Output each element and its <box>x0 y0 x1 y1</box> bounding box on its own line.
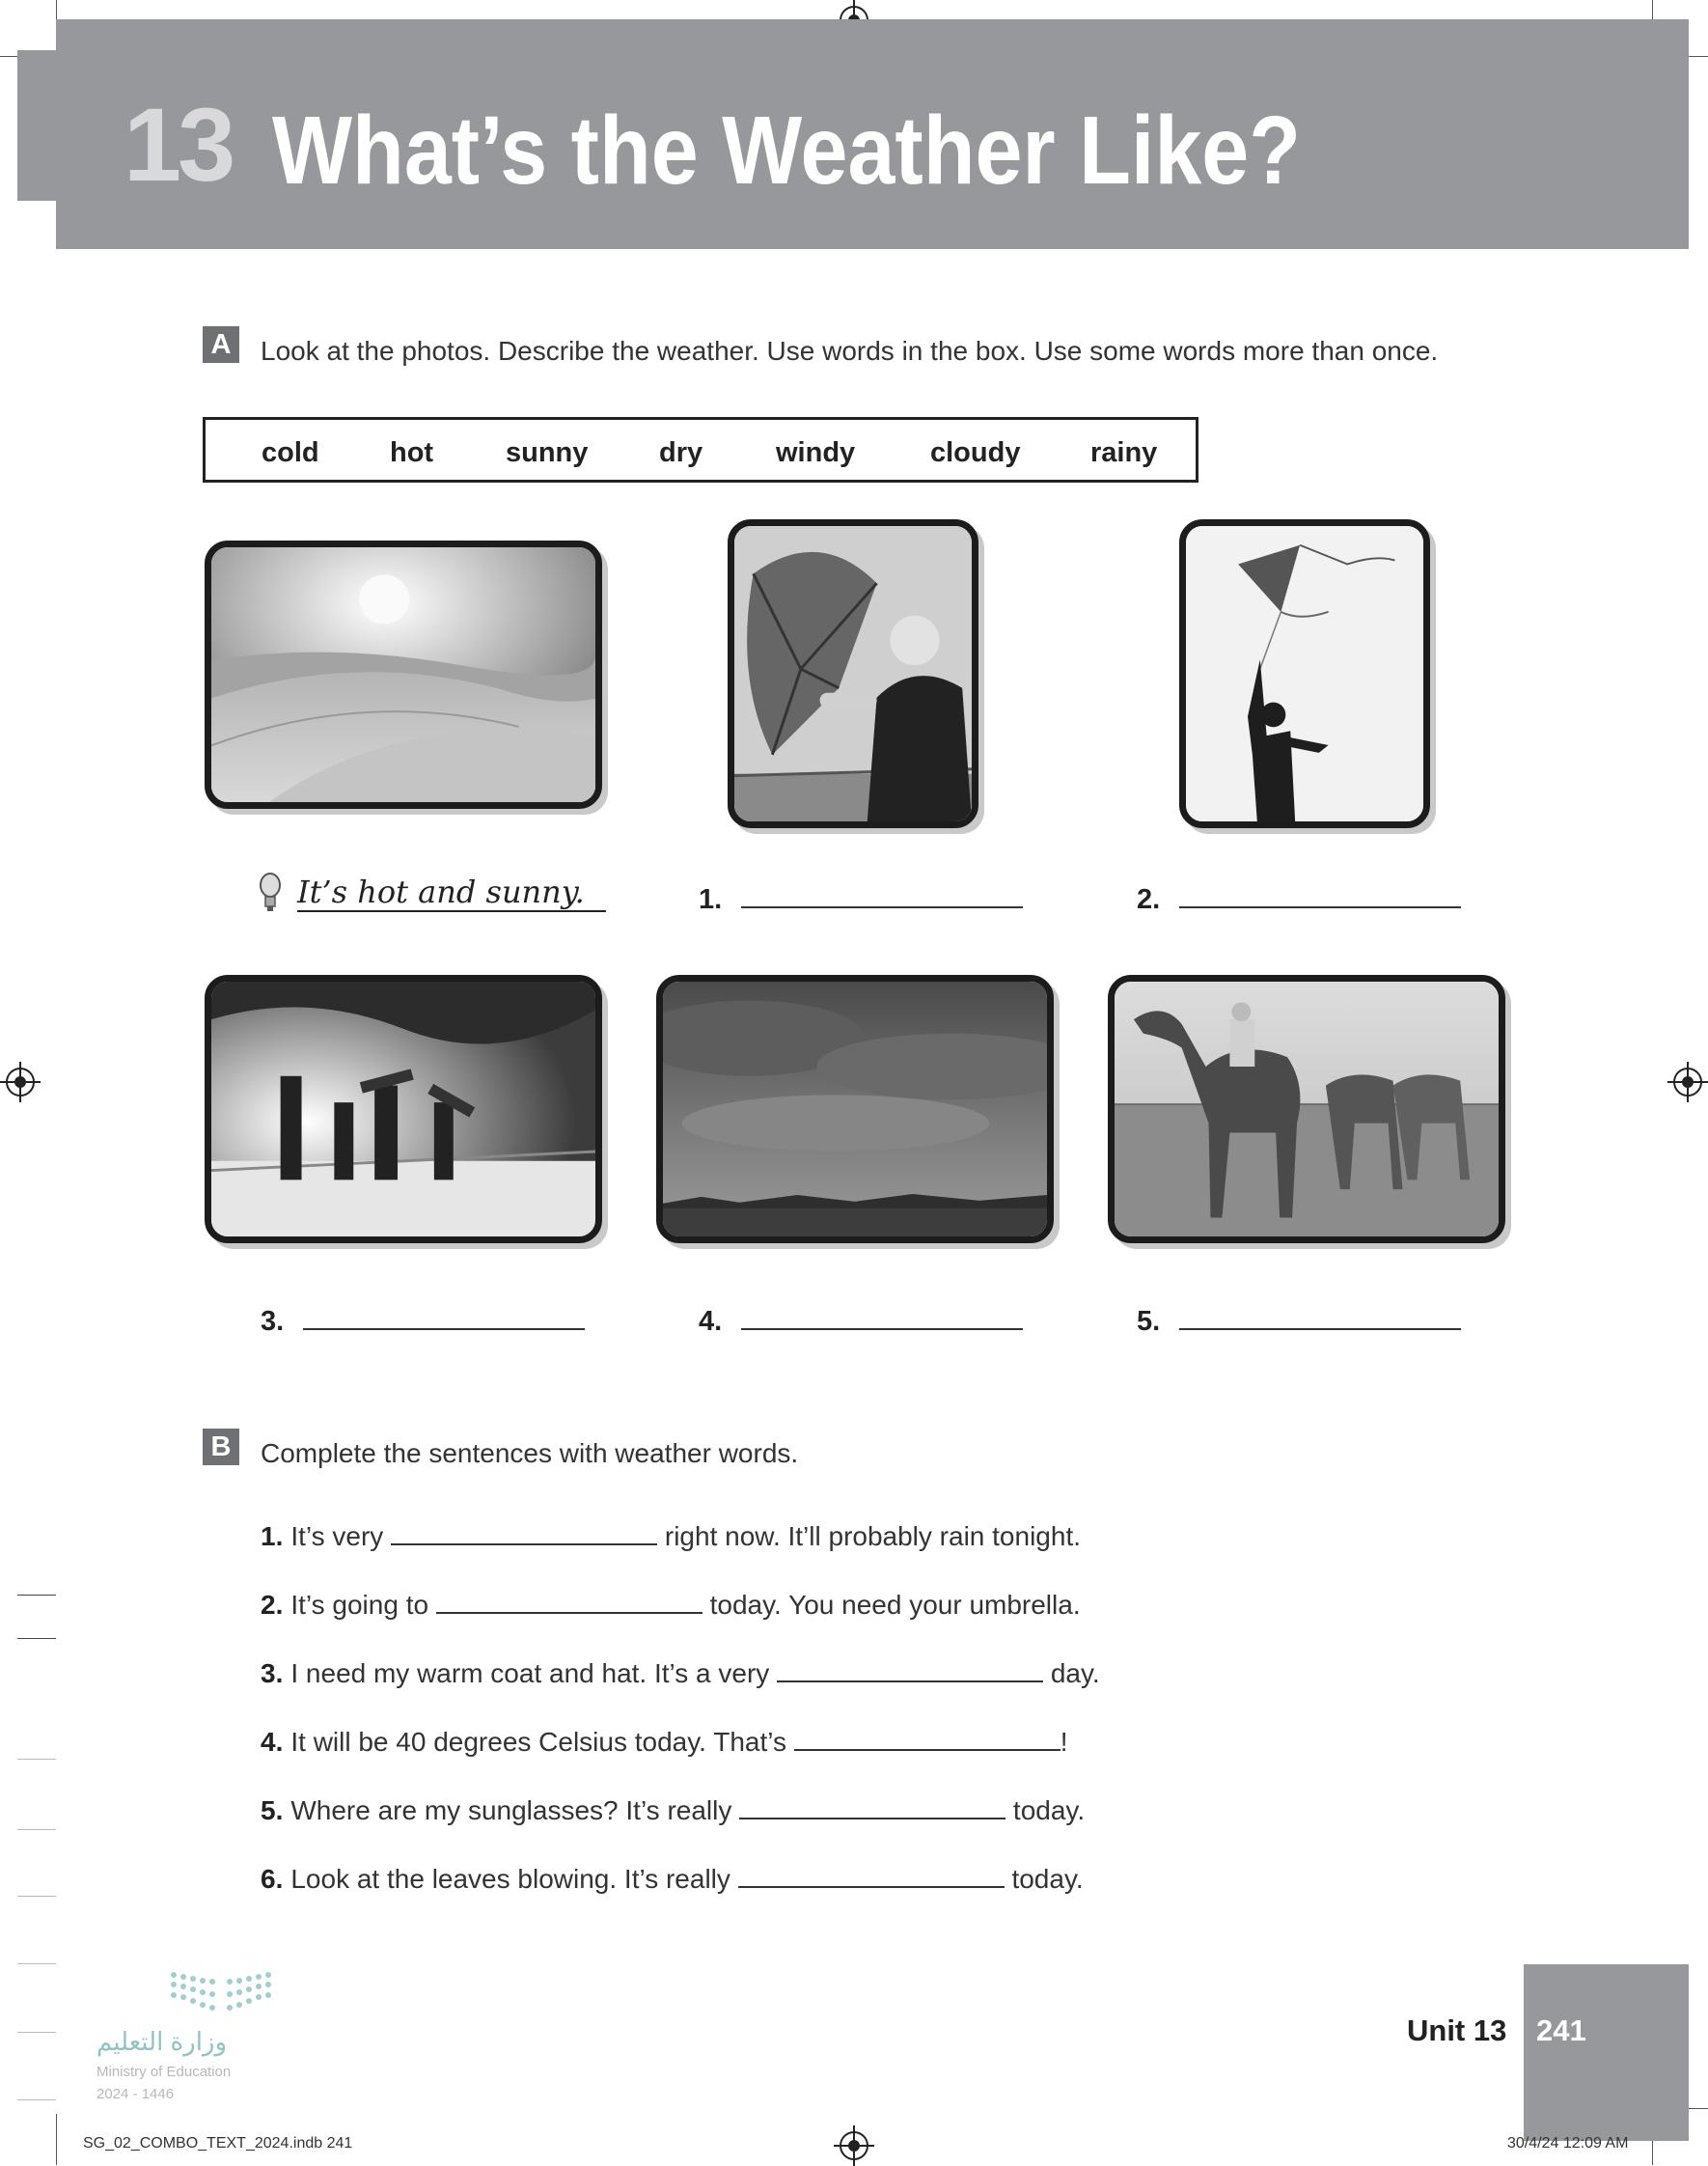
lightbulb-icon <box>259 873 282 920</box>
sentence-text: Where are my sunglasses? It’s really <box>290 1795 740 1825</box>
sentence-blank[interactable] <box>794 1749 1061 1751</box>
sentence-text: today. You need your umbrella. <box>702 1590 1081 1620</box>
sentence-text: It will be 40 degrees Celsius today. That’s <box>290 1727 794 1757</box>
date-info: 30/4/24 12:09 AM <box>1507 2135 1629 2152</box>
sentence-number: 2. <box>261 1590 284 1620</box>
sentence-text: It’s very <box>290 1521 392 1551</box>
margin-tick <box>17 1638 56 1639</box>
sentence-text: today. <box>1004 1864 1084 1894</box>
word-box-item: cold <box>262 437 319 468</box>
answer-blank[interactable] <box>1179 906 1461 908</box>
sentence-item <box>261 1727 1068 1758</box>
registration-mark-icon <box>6 1068 35 1097</box>
section-a-badge: A <box>203 326 239 363</box>
answer-line <box>699 1306 1023 1338</box>
sentence-item <box>261 1658 1100 1689</box>
answer-number: 3. <box>261 1306 285 1337</box>
section-b-badge: B <box>203 1429 239 1465</box>
cloudy-sky-photo <box>656 975 1054 1243</box>
word-box-item: rainy <box>1090 437 1158 468</box>
sentence-text: ! <box>1060 1727 1068 1757</box>
sentence-number: 3. <box>261 1658 284 1688</box>
margin-tick <box>17 1595 56 1596</box>
sentence-number: 4. <box>261 1727 284 1757</box>
sentence-text: Look at the leaves blowing. It’s really <box>290 1864 738 1894</box>
word-box-item: sunny <box>506 437 589 468</box>
answer-blank[interactable] <box>741 906 1023 908</box>
page-title: What’s the Weather Like? <box>272 97 1301 205</box>
answer-blank[interactable] <box>741 1328 1023 1330</box>
sentence-blank[interactable] <box>739 1818 1006 1819</box>
camels-desert-photo <box>1108 975 1505 1243</box>
sentence-item <box>261 1864 1084 1895</box>
margin-tick <box>17 1896 56 1897</box>
answer-line <box>1137 1306 1461 1338</box>
page-number-box <box>1524 1964 1689 2141</box>
margin-tick <box>17 2099 56 2100</box>
umbrella-wind-photo <box>728 519 978 828</box>
answer-number: 4. <box>699 1306 723 1337</box>
registration-mark-icon <box>840 2131 868 2160</box>
margin-tick <box>17 1963 56 1964</box>
answer-line <box>699 884 1023 916</box>
desert-photo <box>205 541 602 809</box>
sentence-blank[interactable] <box>738 1886 1005 1888</box>
answer-number: 2. <box>1137 884 1161 915</box>
answer-blank[interactable] <box>303 1328 585 1330</box>
sentence-number: 1. <box>261 1521 284 1551</box>
word-box-item: hot <box>390 437 434 468</box>
header-banner-tab <box>17 50 58 201</box>
page-number: 241 <box>1536 2013 1586 2047</box>
ministry-name-arabic: وزارة التعليم <box>96 2027 228 2056</box>
sentence-item <box>261 1795 1085 1826</box>
margin-tick <box>17 1829 56 1830</box>
sentence-blank[interactable] <box>391 1543 657 1545</box>
unit-number: 13 <box>124 86 233 203</box>
section-a-instruction: Look at the photos. Describe the weather. Use words in the box. Use some words more than once. <box>261 336 1439 366</box>
example-answer-text: It’s hot and sunny. <box>297 874 606 912</box>
example-answer <box>297 874 606 910</box>
section-b-instruction: Complete the sentences with weather words. <box>261 1438 799 1468</box>
sentence-blank[interactable] <box>777 1680 1043 1682</box>
margin-tick <box>17 1759 56 1760</box>
answer-number: 1. <box>699 884 723 915</box>
ministry-year: 2024 - 1446 <box>96 2086 175 2102</box>
ministry-name-english: Ministry of Education <box>96 2064 232 2080</box>
sentence-number: 6. <box>261 1864 284 1894</box>
unit-label: Unit 13 <box>1407 2013 1507 2047</box>
sentence-text: right now. It’ll probably rain tonight. <box>657 1521 1082 1551</box>
word-box-item: windy <box>776 437 856 468</box>
registration-mark-icon <box>1673 1068 1702 1097</box>
word-box-item: dry <box>659 437 703 468</box>
sentence-number: 5. <box>261 1795 284 1825</box>
margin-tick <box>17 2032 56 2033</box>
answer-number: 5. <box>1137 1306 1161 1337</box>
sentence-item <box>261 1590 1081 1621</box>
sentence-text: It’s going to <box>290 1590 436 1620</box>
kite-photo <box>1179 519 1430 828</box>
answer-line <box>1137 884 1461 916</box>
answer-blank[interactable] <box>1179 1328 1461 1330</box>
sentence-item <box>261 1521 1081 1552</box>
word-box <box>203 417 1198 483</box>
word-box-item: cloudy <box>930 437 1021 468</box>
sentence-blank[interactable] <box>436 1612 702 1614</box>
file-info: SG_02_COMBO_TEXT_2024.indb 241 <box>83 2135 353 2152</box>
sentence-text: day. <box>1043 1658 1100 1688</box>
crop-mark <box>56 2114 57 2165</box>
sentence-text: today. <box>1006 1795 1086 1825</box>
answer-line <box>261 1306 585 1338</box>
sentence-text: I need my warm coat and hat. It’s a very <box>290 1658 778 1688</box>
snow-hikers-photo <box>205 975 602 1243</box>
